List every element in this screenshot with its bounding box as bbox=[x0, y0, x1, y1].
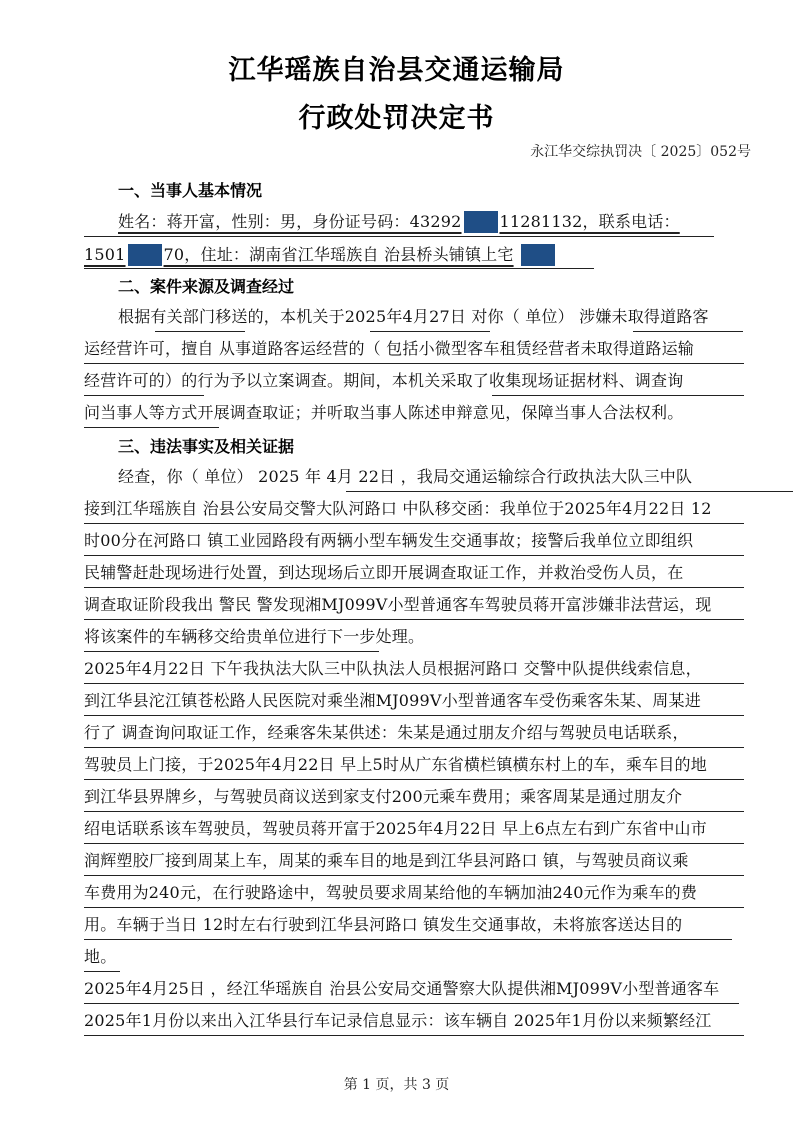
case-source-line: 运经营许可，擅自 从事道路客运经营的（ 包括小微型客车租赁经营者未取得道路运输 bbox=[84, 339, 694, 358]
violation-fact-line: 调查取证阶段我出 警民 警发现湘MJ099V小型普通客车驾驶员蒋开富涉嫌非法营运，现 bbox=[84, 595, 712, 614]
underline-rule bbox=[84, 715, 744, 716]
violation-fact-line: 接到江华瑶族自 治县公安局交警大队河路口 中队移交函：我单位于2025年4月22日 12 bbox=[84, 499, 712, 518]
party-id-phone: 11281132，联系电话： bbox=[499, 212, 680, 231]
underline-rule bbox=[84, 971, 120, 972]
underline-rule bbox=[84, 363, 744, 364]
underline-rule bbox=[84, 268, 594, 269]
violation-fact-line: 到江华县界牌乡，与驾驶员商议送到家支付200元乘车费用；乘客周某是通过朋友介 bbox=[84, 787, 683, 806]
underline-rule bbox=[492, 395, 744, 396]
violation-fact-line: 润辉塑胶厂接到周某上车，周某的乘车目的地是到江华县河路口 镇，与驾驶员商议乘 bbox=[84, 851, 689, 870]
violation-fact-line: 驾驶员上门接，于2025年4月22日 早上5时从广东省横栏镇横东村上的车，乘车目的地 bbox=[84, 755, 707, 774]
underline-rule bbox=[84, 747, 744, 748]
party-phone-prefix: 1501 bbox=[84, 245, 126, 264]
redaction-block bbox=[464, 211, 498, 233]
redaction-block bbox=[521, 244, 555, 266]
redaction-block bbox=[128, 244, 162, 266]
underline-rule bbox=[155, 331, 245, 332]
violation-fact-line: 民辅警赶赴现场进行处置，到达现场后立即开展调查取证工作，并救治受伤人员，在 bbox=[84, 563, 684, 582]
section-heading-case-source: 二、案件来源及调查经过 bbox=[118, 277, 295, 296]
underline-rule bbox=[84, 395, 204, 396]
party-info-line-2 bbox=[84, 244, 745, 266]
underline-rule bbox=[370, 331, 490, 332]
violation-fact-line: 地。 bbox=[84, 947, 117, 966]
underline-rule bbox=[84, 779, 744, 780]
underline-rule bbox=[84, 939, 732, 940]
underline-rule bbox=[633, 331, 743, 332]
case-source-line: 问当事人等方式开展调查取证；并听取当事人陈述申辩意见，保障当事人合法权利。 bbox=[84, 403, 684, 422]
underline-rule bbox=[84, 907, 744, 908]
violation-fact-line: 绍电话联系该车驾驶员，驾驶员蒋开富于2025年4月22日 早上6点左右到广东省中山市 bbox=[84, 819, 707, 838]
case-source-line: 经营许可的）的行为予以立案调查。期间，本机关采取了收集现场证据材料、调查询 bbox=[84, 371, 684, 390]
violation-fact-line: 用。车辆于当日 12时左右行驶到江华县河路口 镇发生交通事故，未将旅客送达目的 bbox=[84, 915, 683, 934]
underline-rule bbox=[84, 811, 744, 812]
underline-rule bbox=[84, 651, 379, 652]
violation-fact-line: 车费用为240元，在行驶路途中，驾驶员要求周某给他的车辆加油240元作为乘车的费 bbox=[84, 883, 698, 902]
violation-fact-line: 行了 调查询问取证工作，经乘客朱某供述：朱某是通过朋友介绍与驾驶员电话联系， bbox=[84, 723, 689, 742]
violation-fact-line: 2025年4月22日 下午我执法大队三中队执法人员根据河路口 交警中队提供线索信息， bbox=[84, 659, 702, 678]
party-address: 70，住址：湖南省江华瑶族自 治县桥头铺镇上宅 bbox=[163, 245, 514, 264]
underline-rule bbox=[84, 875, 744, 876]
underline-rule bbox=[84, 619, 744, 620]
document-number: 永江华交综执罚决〔 2025〕052号 bbox=[530, 144, 751, 160]
party-info-line-1 bbox=[118, 211, 745, 233]
underline-rule bbox=[84, 427, 219, 428]
section-heading-party-info: 一、当事人基本情况 bbox=[118, 181, 263, 200]
underline-rule bbox=[84, 843, 744, 844]
underline-rule bbox=[346, 491, 793, 492]
underline-rule bbox=[84, 236, 714, 237]
underline-rule bbox=[84, 683, 744, 684]
page-number: 第 1 页，共 3 页 bbox=[343, 1077, 450, 1093]
violation-fact-line: 2025年1月份以来出入江华县行车记录信息显示：该车辆自 2025年1月份以来频繁经江 bbox=[84, 1011, 712, 1030]
document-title-type: 行政处罚决定书 bbox=[298, 103, 495, 134]
case-source-line: 根据有关部门移送的，本机关于2025年4月27日 对你（ 单位） 涉嫌未取得道路客 bbox=[118, 307, 709, 326]
violation-fact-line: 时00分在河路口 镇工业园路段有两辆小型车辆发生交通事故；接警后我单位立即组织 bbox=[84, 531, 694, 550]
document-title-agency: 江华瑶族自治县交通运输局 bbox=[228, 55, 565, 86]
underline-rule bbox=[84, 523, 744, 524]
section-heading-violation-facts: 三、违法事实及相关证据 bbox=[118, 437, 295, 456]
violation-fact-line: 经查，你（ 单位） 2025 年 4月 22日 ，我局交通运输综合行政执法大队三中队 bbox=[118, 467, 693, 486]
violation-fact-line: 将该案件的车辆移交给贵单位进行下一步处理。 bbox=[84, 627, 425, 646]
underline-rule bbox=[84, 1003, 739, 1004]
violation-fact-line: 到江华县沱江镇苍松路人民医院对乘坐湘MJ099V小型普通客车受伤乘客朱某、周某进 bbox=[84, 691, 701, 710]
underline-rule bbox=[84, 1035, 744, 1036]
party-name-gender-id: 姓名：蒋开富，性别：男，身份证号码：43292 bbox=[118, 212, 462, 231]
underline-rule bbox=[84, 555, 744, 556]
violation-fact-line: 2025年4月25日 ，经江华瑶族自 治县公安局交通警察大队提供湘MJ099V小型普通客车 bbox=[84, 979, 720, 998]
underline-rule bbox=[84, 587, 744, 588]
